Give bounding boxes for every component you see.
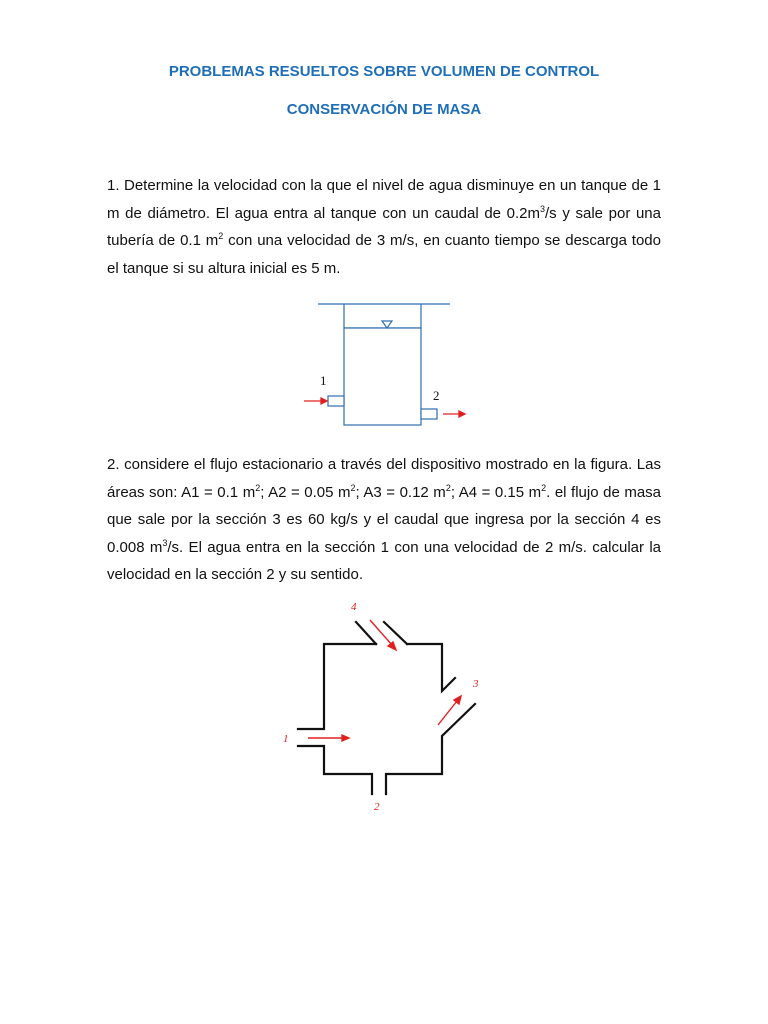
document-title: PROBLEMAS RESUELTOS SOBRE VOLUMEN DE CONTROL: [168, 63, 600, 80]
p2-line-5: velocidad en la sección 2 y su sentido.: [107, 566, 363, 584]
p1-line-1: 1. Determine la velocidad con la que el nivel de agua disminuye en un tanque de 1: [107, 177, 661, 194]
device-label-1: 1: [283, 733, 289, 745]
tank-label-2: 2: [433, 388, 440, 403]
problem-1-text: [107, 172, 661, 282]
p2-line-3: que sale por la sección 3 es 60 kg/s y el caudal que ingresa por la sección 4 es: [107, 511, 661, 529]
water-level-marker-icon: [382, 321, 392, 328]
p1-line-3: tubería de 0.1 $m^2$ con una velocidad de 3 m/s, en cuanto tiempo se descarga todo: [107, 231, 661, 250]
device-label-4: 4: [351, 601, 357, 613]
wall-left-upper: [298, 644, 376, 729]
wall-left-lower: [298, 746, 372, 794]
arrow-1-icon: [342, 735, 349, 741]
p2-line-1: 2. considere el flujo estacionario a través del dispositivo mostrado en la figura. Las: [107, 456, 661, 473]
problem-2-text: [107, 451, 661, 589]
p1-line-4: el tanque si su altura inicial es 5 m.: [107, 259, 341, 277]
wall-right-upper: [407, 644, 455, 691]
document-subtitle: CONSERVACIÓN DE MASA: [286, 101, 482, 118]
inlet-4-left-wall: [356, 622, 376, 644]
arrow-3-shaft: [438, 701, 457, 725]
arrow-4-icon: [388, 642, 396, 650]
tank-top-lip: [344, 304, 421, 328]
p2-line-2: áreas son: A1 = 0.1 $m^2$; A2 = 0.05 $m^2$; A3 = 0.12 $m^2$; A4 = 0.15 $m^2$. el flujo de masa: [107, 482, 662, 501]
tank-body: [344, 328, 421, 425]
device-diagram: [280, 598, 510, 818]
tank-label-1: 1: [320, 373, 327, 388]
tank-diagram: [300, 298, 480, 433]
device-label-3: 3: [473, 678, 479, 690]
inlet-arrow-icon: [321, 398, 327, 404]
p1-line-2: m de diámetro. El agua entra al tanque con un caudal de $0.2m^3/s$ y sale por una: [107, 203, 661, 222]
wall-right-lower: [386, 704, 475, 794]
device-label-2: 2: [374, 801, 380, 813]
p2-line-4: 0.008 $m^3/s$. El agua entra en la sección 1 con una velocidad de 2 m/s. calcular la: [107, 537, 661, 556]
outlet-arrow-icon: [459, 411, 465, 417]
outlet-pipe-2: [421, 409, 437, 419]
inlet-pipe-1: [328, 396, 344, 406]
